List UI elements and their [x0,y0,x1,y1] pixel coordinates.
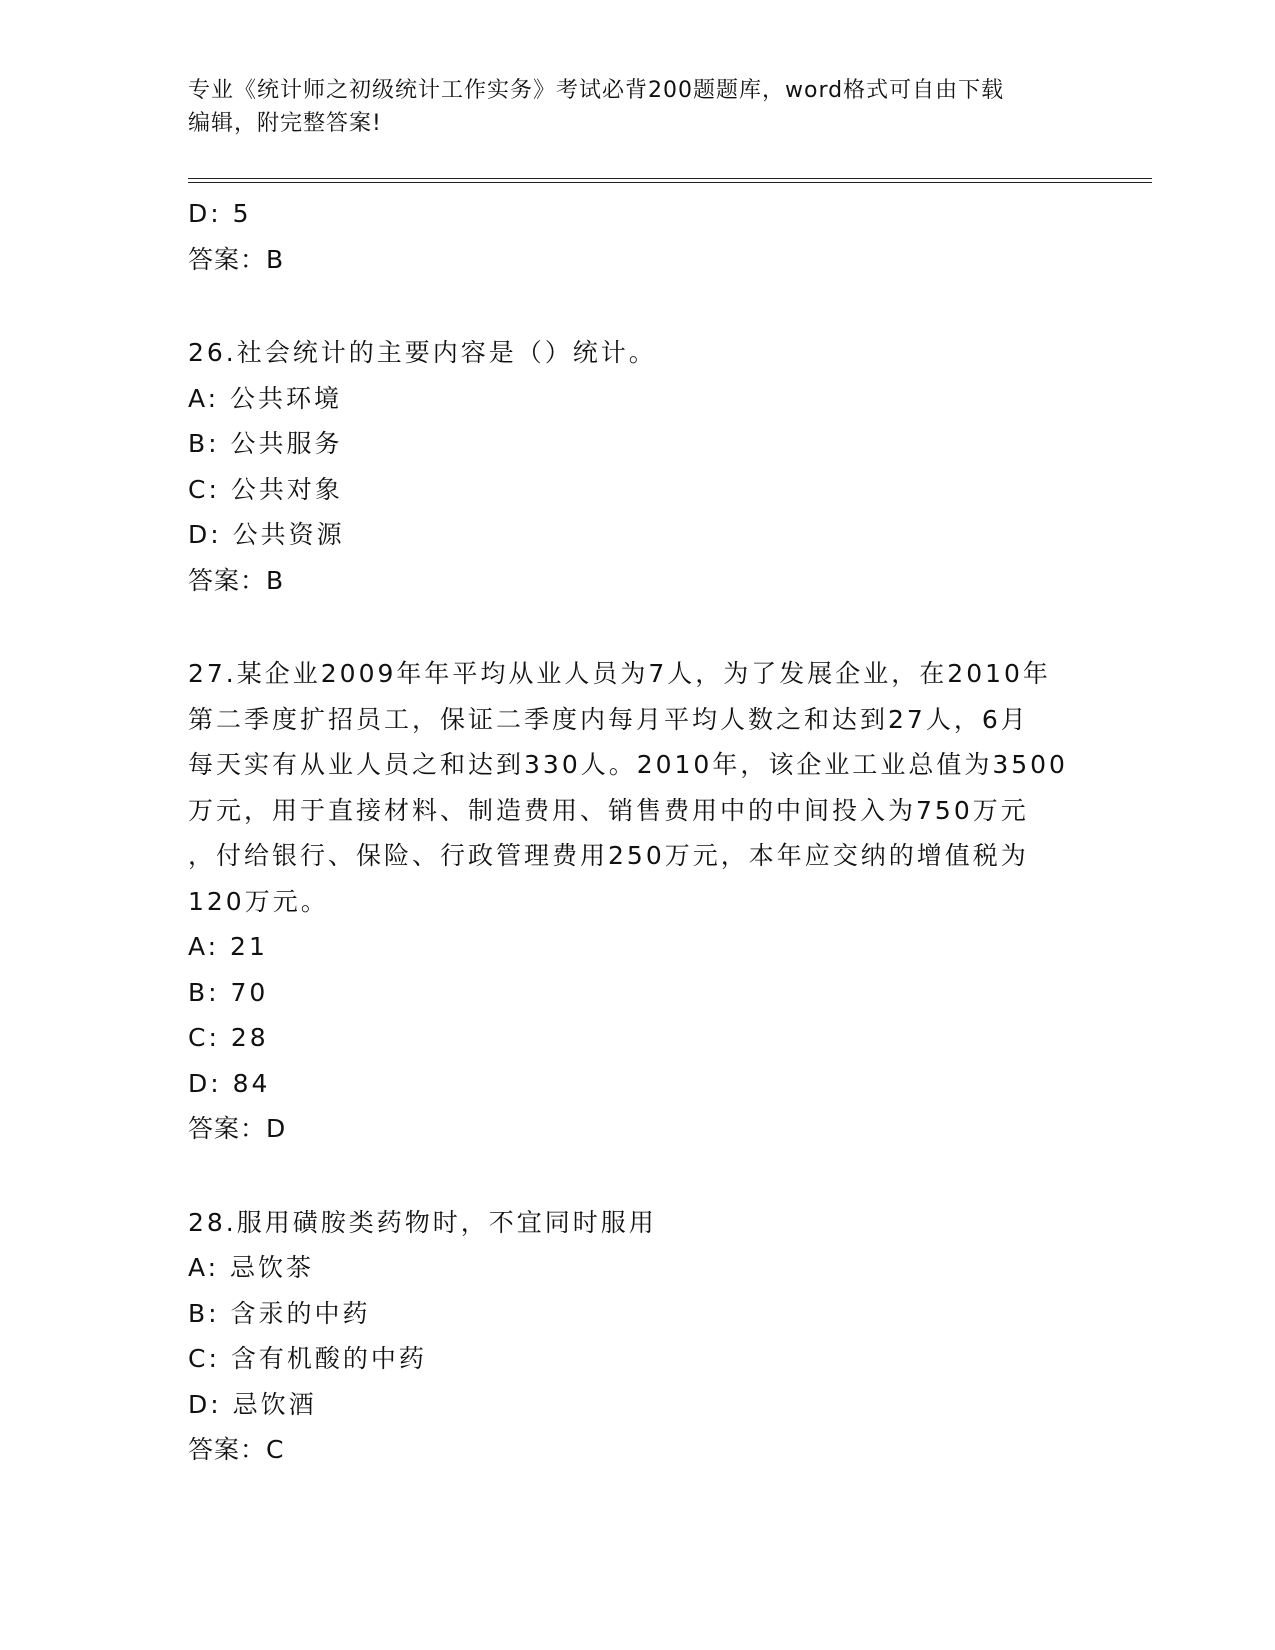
prev-answer: 答案：B [188,244,285,274]
option-c: C: 28 [188,1023,269,1052]
option-c: C: 含有机酸的中药 [188,1344,427,1373]
page-header [188,74,1088,140]
header-divider-bottom [188,182,1152,183]
option-d: D: 84 [188,1068,271,1098]
question-title-line-6: 120万元。 [188,886,329,916]
spacer [188,1152,1088,1200]
option-d: D: 公共资源 [188,520,345,549]
question-title-line-5: ，付给银行、保险、行政管理费用250万元，本年应交纳的增值税为 [188,841,1029,870]
option-b: B: 公共服务 [188,429,343,458]
question-title: 26.社会统计的主要内容是（）统计。 [188,338,657,367]
option-b: B: 含汞的中药 [188,1298,371,1328]
question-title-line-1: 27.某企业2009年年平均从业人员为7人，为了发展企业，在2010年 [188,659,1051,688]
question-title-line-2: 第二季度扩招员工，保证二季度内每月平均人数之和达到27人，6月 [188,704,1029,734]
question-26 [188,330,1088,603]
document-body [188,191,1088,1473]
option-a: A: 21 [188,932,268,961]
option-b: B: 70 [188,977,269,1007]
question-title-line-4: 万元，用于直接材料、制造费用、销售费用中的中间投入为750万元 [188,795,1029,825]
answer: 答案：D [188,1114,287,1143]
header-line-2: 编辑，附完整答案! [188,111,382,136]
spacer [188,603,1088,651]
header-line-1: 专业《统计师之初级统计工作实务》考试必背200题题库，word格式可自由下载 [188,78,1005,103]
prev-option-d: D: 5 [188,199,252,228]
option-c: C: 公共对象 [188,474,343,504]
option-a: A: 忌饮茶 [188,1253,315,1282]
question-title: 28.服用磺胺类药物时，不宜同时服用 [188,1207,657,1237]
option-a: A: 公共环境 [188,383,343,413]
question-27 [188,651,1088,1152]
question-28 [188,1200,1088,1473]
spacer [188,282,1088,330]
answer: 答案：B [188,565,285,595]
answer: 答案：C [188,1435,285,1464]
header-divider-top [188,178,1152,179]
question-title-line-3: 每天实有从业人员之和达到330人。2010年，该企业工业总值为3500 [188,750,1068,779]
option-d: D: 忌饮酒 [188,1389,317,1419]
